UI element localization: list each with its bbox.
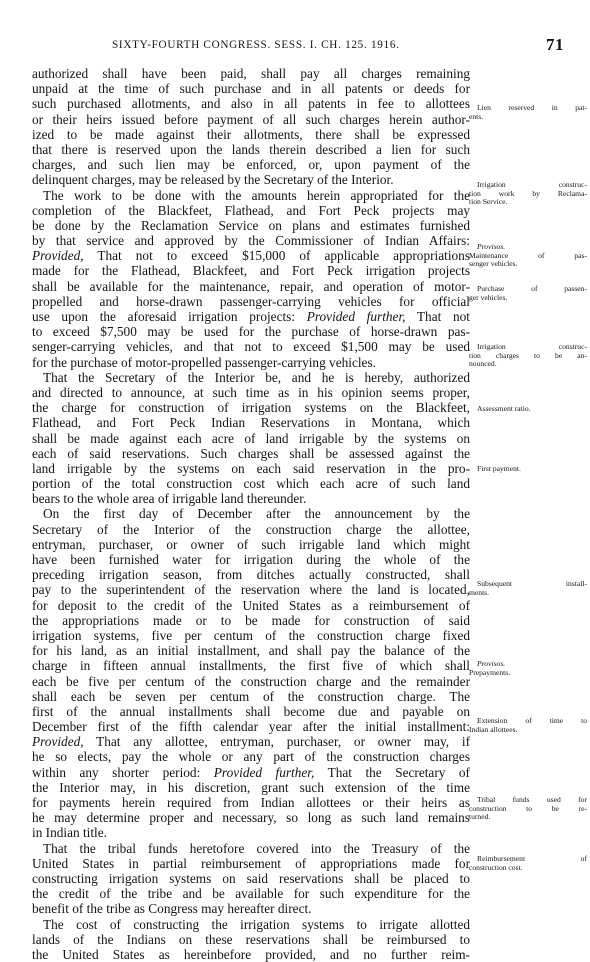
text-line: Provided, That not to exceed $15,000 of applicable appropriations — [32, 248, 470, 264]
text-line: That the Secretary of the Interior be, and he is hereby, authorized — [43, 369, 470, 385]
margin-note-line: Assessment ratio. — [477, 404, 531, 413]
margin-note-line: Reimbursement of — [477, 854, 587, 863]
margin-note — [469, 243, 587, 269]
margin-note-line: senger vehicles. — [469, 259, 518, 269]
text-line: for deposit to the credit of the United States as a reimbursement of — [32, 597, 470, 613]
text-line: have been furnished water for irrigation during the whole of the — [32, 552, 470, 567]
text-line: lands of the Indians on these reservations shall be reimbursed to — [32, 931, 470, 947]
margin-note-line: nounced. — [469, 359, 497, 369]
margin-note-line: Tribal funds used for — [477, 795, 587, 804]
text-line: the appropriations made or to be made for construction of said — [32, 612, 470, 628]
text-line: That the tribal funds heretofore covered into the Treasury of the — [43, 840, 470, 856]
margin-note — [469, 580, 587, 597]
margin-note — [469, 855, 587, 872]
text-line: charges, and such lien may be enforced, or, upon payment of the — [32, 157, 470, 173]
text-line: shall be available for the maintenance, repair, and operation of motor- — [32, 278, 470, 294]
text-line: December first of the fifth calendar year after the initial installment: — [32, 719, 470, 735]
margin-note-line: tion Service. — [469, 197, 508, 207]
margin-note-line: Purchase of passen- — [477, 284, 587, 293]
text-line: Flathead, and Fort Peck Indian Reservations in Montana, which — [32, 415, 470, 431]
text-line: shall each be seven per centum of the construction charge. The — [32, 688, 470, 704]
margin-note-line: tion charges to be an- — [469, 350, 587, 360]
text-line: portion of the total construction cost which each acre of such land — [32, 476, 470, 492]
margin-note-line: Irrigation construc- — [477, 342, 587, 351]
body-text — [32, 66, 470, 962]
text-line: or their heirs issued before payment of all such charges herein author- — [32, 111, 470, 127]
margin-note — [469, 343, 587, 369]
text-line: land irrigable by the systems on each said reservation in the pro- — [32, 460, 470, 476]
margin-note-line: Irrigation construc- — [477, 180, 587, 189]
margin-note-line: Subsequent install- — [477, 579, 587, 588]
text-line: Secretary of the Interior of the construction charge the allottee, — [32, 521, 470, 537]
margin-note-line: Provisos. — [477, 242, 506, 251]
text-line: bears to the whole area of irrigable land thereunder. — [32, 491, 307, 507]
text-line: the credit of the tribe and be available for such expenditure for the — [32, 886, 470, 902]
text-line: delinquent charges, may be released by the Secretary of the Interior. — [32, 172, 394, 188]
text-line: such purchased allotments, and also in all patents in fee to allottees — [32, 96, 470, 112]
text-line: senger-carrying vehicles, and that not to exceed $1,500 may be used — [32, 339, 470, 355]
text-line: use upon the aforesaid irrigation projects: Provided further, That not — [32, 309, 470, 324]
margin-note-line: ments. — [469, 587, 490, 597]
text-line: The cost of constructing the irrigation systems to irrigate allotted — [43, 916, 470, 932]
text-line: and directed to announce, at such time as in his opinion seems proper, — [32, 384, 470, 400]
text-line: On the first day of December after the announcement by the — [43, 506, 470, 522]
text-line: within any shorter period: Provided further, That the Secretary of — [32, 764, 470, 780]
text-line: constructing irrigation systems on said reservations shall be placed to — [32, 870, 470, 886]
text-line: authorized shall have been paid, shall pay all charges remaining — [32, 66, 470, 81]
text-line: each be five per centum of the construction charge and the remainder — [32, 673, 470, 689]
margin-note-line: Extension of time to — [477, 716, 587, 725]
text-line: made for the Flathead, Blackfeet, and Fort Peck irrigation projects — [32, 263, 470, 279]
text-line: benefit of the tribe as Congress may hereafter direct. — [32, 901, 312, 917]
margin-note-line: ents. — [469, 111, 484, 121]
text-line: the Interior may, in his discretion, grant such extension of the time — [32, 779, 470, 795]
text-line: charge in fifteen annual installments, the first five of which shall — [32, 658, 470, 674]
text-line: the charge for construction of irrigation systems on the Blackfeet, — [32, 400, 470, 416]
page-header — [0, 36, 590, 58]
margin-note-line: First payment. — [477, 464, 521, 473]
text-line: completion of the Blackfeet, Flathead, and Fort Peck projects may — [32, 202, 470, 218]
margin-note-line: Lien reserved in pat- — [477, 103, 587, 112]
text-line: he may determine proper and necessary, so long as such land remains — [32, 810, 470, 826]
text-line: propelled and horse-drawn passenger-carrying vehicles for official — [32, 293, 470, 309]
text-line: for his land, as an initial installment, and shall pay the balance of the — [32, 643, 470, 659]
text-line: irrigation systems, five per centum of the construction charge fixed — [32, 627, 470, 643]
text-line: for payments herein required from Indian allottees or their heirs as — [32, 795, 470, 810]
margin-note-line: construction cost. — [469, 862, 523, 872]
margin-note-line: Indian allottees. — [469, 724, 518, 734]
text-line: The work to be done with the amounts herein appropriated for the — [43, 187, 470, 203]
text-line: United States in partial reimbursement of appropriations made for — [32, 855, 470, 871]
text-line: pay to the superintendent of the reservation where the land is located, — [32, 582, 470, 598]
margin-note — [469, 181, 587, 207]
text-line: by that service and approved by the Commissioner of Indian Affairs: — [32, 233, 470, 249]
margin-note-line: turned. — [469, 812, 491, 822]
running-head: SIXTY-FOURTH CONGRESS. SESS. I. CH. 125. 1916. — [112, 39, 400, 51]
page-number: 71 — [546, 35, 564, 54]
text-line: the United States as hereinbefore provided, and no further reim- — [32, 946, 470, 962]
margin-note — [469, 465, 587, 474]
text-line: be done by the Reclamation Service on plans and estimates furnished — [32, 217, 470, 233]
margin-note-line: ger vehicles. — [469, 292, 508, 302]
text-line: each of said reservations. Such charges shall be assessed against the — [32, 445, 470, 461]
margin-note — [469, 285, 587, 302]
margin-note-line: tion work by Reclama- — [469, 188, 587, 198]
margin-note — [469, 660, 587, 677]
margin-note — [469, 405, 587, 414]
text-line: to exceed $7,500 may be used for the purchase of horse-drawn pas- — [32, 324, 470, 340]
text-line: unpaid at the time of such purchase and in all patents or deeds for — [32, 81, 470, 97]
text-line: for the purchase of motor-propelled passenger-carrying vehicles. — [32, 354, 376, 370]
text-line: entryman, purchaser, or owner of such irrigable land which might — [32, 536, 470, 552]
margin-note-line: construction to be re- — [469, 803, 587, 813]
margin-note — [469, 796, 587, 822]
margin-note-line: Provisos. — [477, 659, 506, 668]
text-line: in Indian title. — [32, 825, 107, 841]
text-line: Provided, That any allottee, entryman, purchaser, or owner may, if — [32, 734, 470, 750]
text-line: first of the annual installments shall become due and payable on — [32, 703, 470, 719]
text-line: he so elects, pay the whole or any part of the construction charges — [32, 749, 470, 765]
text-line: preceding irrigation season, from ditches actually constructed, shall — [32, 567, 470, 583]
text-line: shall be made against each acre of land irrigable by the systems on — [32, 430, 470, 446]
margin-note-line: Maintenance of pas- — [469, 250, 587, 260]
margin-note-line: Prepayments. — [469, 667, 511, 677]
text-line: that there is reserved upon the lands therein described a lien for such — [32, 141, 470, 157]
text-line: ized to be made against their allotments, there shall be expressed — [32, 126, 470, 142]
margin-note — [469, 717, 587, 734]
margin-note — [469, 104, 587, 121]
